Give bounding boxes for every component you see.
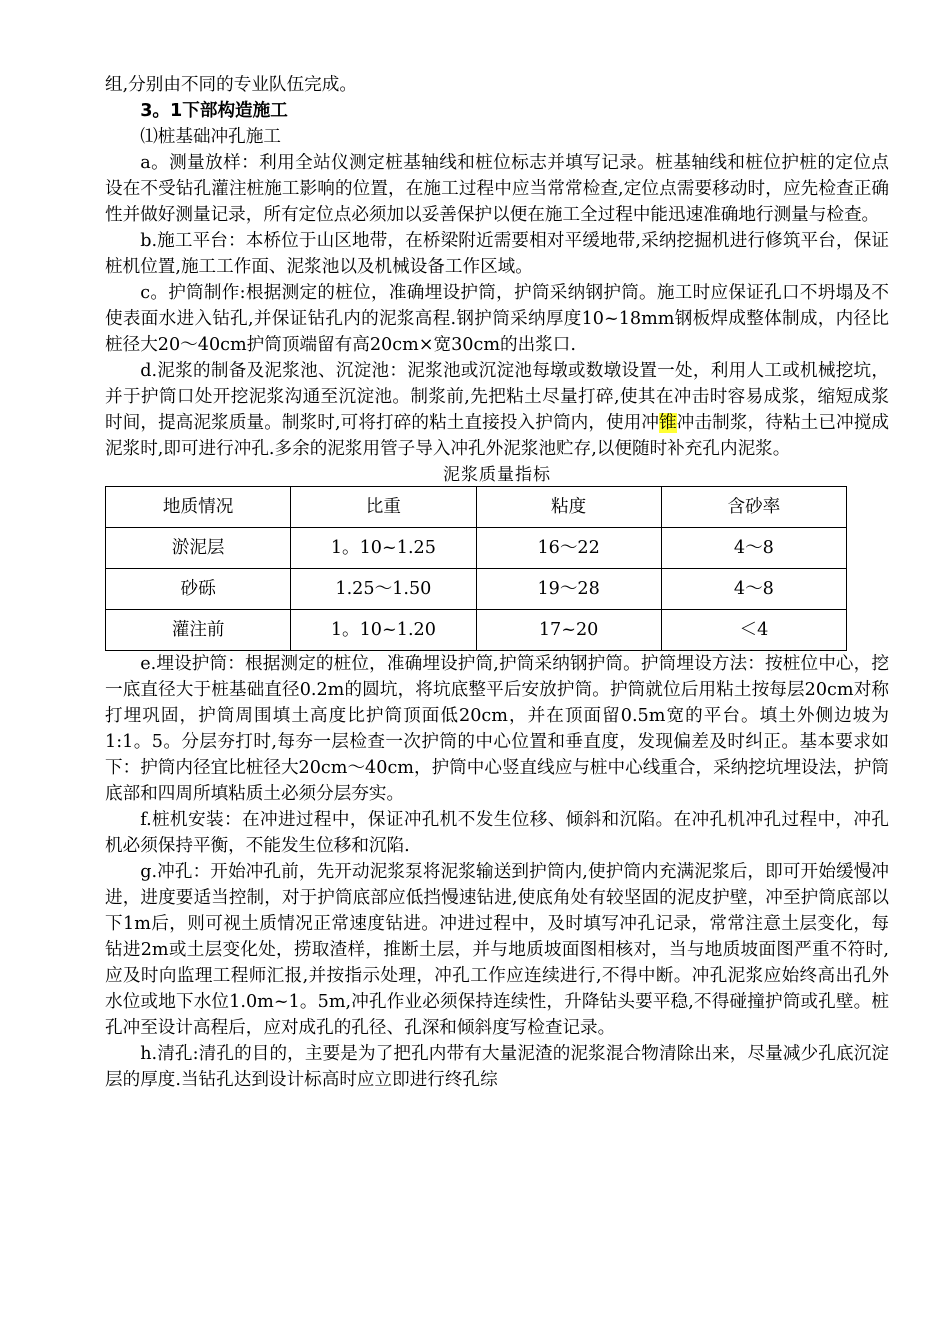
subsection-heading: ⑴桩基础冲孔施工 xyxy=(140,127,281,147)
paragraph-g: g.冲孔：开始冲孔前，先开动泥浆泵将泥浆输送到护筒内,使护筒内充满泥浆后，即可开始缓慢冲进，进度要适当控制，对于护筒底部应低挡慢速钻进,使底角处有较坚固的泥皮护壁，冲至护筒底部以下1m后，则可视土质情况正常速度钻进。冲进过程中，及时填写冲孔记录，常常注意土层变化，每钻进2m或土层变化处，捞取渣样，推断土层，并与地质坡面图相核对，当与地质坡面图严重不符时,应及时向监理工程师汇报,并按指示处理，冲孔工作应连续进行,不得中断。冲孔泥浆应始终高出孔外水位或地下水位1.0m~1。5m,冲孔作业必须保持连续性，升降钻头要平稳,不得碰撞护筒或孔壁。桩孔冲至设计高程后，应对成孔的孔径、孔深和倾斜度写检查记录。 xyxy=(105,862,889,1038)
paragraph-d xyxy=(105,358,889,462)
header-density: 比重 xyxy=(291,487,476,528)
table-caption: 泥浆质量指标 xyxy=(443,465,551,485)
header-geology: 地质情况 xyxy=(106,487,291,528)
table-cell: 1。10~1.20 xyxy=(291,610,476,651)
table-cell: 1.25～1.50 xyxy=(291,569,476,610)
paragraph-c: c。护筒制作:根据测定的桩位，准确埋设护筒，护筒采纳钢护筒。施工时应保证孔口不坍塌及不使表面水进入钻孔,并保证钻孔内的泥浆高程.钢护筒采纳厚度10~18mm钢板焊成整体制成，内径比桩径大20～40cm护筒顶端留有高20cm×宽30cm的出浆口. xyxy=(105,283,889,355)
paragraph-continuation: 组,分别由不同的专业队伍完成。 xyxy=(105,75,357,95)
paragraph-a: a。测量放样：利用全站仪测定桩基轴线和桩位标志并填写记录。桩基轴线和桩位护桩的定位点设在不受钻孔灌注桩施工影响的位置，在施工过程中应当常常检查,定位点需要移动时，应先检查正确性并做好测量记录，所有定位点必须加以妥善保护以便在施工全过程中能迅速准确地行测量与检查。 xyxy=(105,153,889,225)
paragraph-h: h.清孔:清孔的目的，主要是为了把孔内带有大量泥渣的泥浆混合物清除出来，尽量减少孔底沉淀层的厚度.当钻孔达到设计标高时应立即进行终孔综 xyxy=(105,1044,889,1090)
paragraph-d-text-1: d.泥浆的制备及泥浆池、沉淀池：泥浆池或沉淀池每墩或数墩设置一处，利用人工或机械挖坑，并于护筒口处开挖泥浆沟通至沉淀池。制浆前,先把粘土尽量打碎,使其在冲击时容易成浆，缩短成浆时间，提高泥浆质量。制浆时,可将打碎的粘土直接投入护筒内，使用冲 xyxy=(105,361,889,433)
paragraph-d-text-2: 冲击制浆，待粘土已冲搅成泥浆时,即可进行冲孔.多余的泥浆用管子导入冲孔外泥浆池贮存,以便随时补充孔内泥浆。 xyxy=(105,413,889,459)
header-viscosity: 粘度 xyxy=(476,487,661,528)
section-heading: 3。1下部构造施工 xyxy=(140,101,288,121)
mud-quality-table xyxy=(105,486,847,651)
table-row xyxy=(106,610,847,651)
paragraph-e: e.埋设护筒：根据测定的桩位，准确埋设护筒,护筒采纳钢护筒。护筒埋设方法：按桩位中心，挖一底直径大于桩基础直径0.2m的圆坑，将坑底整平后安放护筒。护筒就位后用粘土按每层20cm对称打埋巩固，护筒周围填土高度比护筒顶面低20cm，并在顶面留0.5m宽的平台。填土外侧边坡为1:1。5。分层夯打时,每夯一层检查一次护筒的中心位置和垂直度，发现偏差及时纠正。基本要求如下：护筒内径宜比桩径大20cm～40cm，护筒中心竖直线应与桩中心线重合，采纳挖坑埋设法，护筒底部和四周所填粘质土必须分层夯实。 xyxy=(105,654,890,804)
table-cell: 19～28 xyxy=(476,569,661,610)
table-cell: 砂砾 xyxy=(106,569,291,610)
paragraph-b: b.施工平台：本桥位于山区地带，在桥梁附近需要相对平缓地带,采纳挖掘机进行修筑平台，保证桩机位置,施工工作面、泥浆池以及机械设备工作区域。 xyxy=(105,231,889,277)
table-cell: ＜4 xyxy=(661,610,846,651)
paragraph-f: f.桩机安装：在冲进过程中，保证冲孔机不发生位移、倾斜和沉陷。在冲孔机冲孔过程中，冲孔机必须保持平衡，不能发生位移和沉陷. xyxy=(105,810,889,856)
table-cell: 4～8 xyxy=(661,528,846,569)
table-row xyxy=(106,569,847,610)
document-body xyxy=(105,72,889,1093)
highlighted-text: 锥 xyxy=(659,413,677,433)
table-cell: 1。10~1.25 xyxy=(291,528,476,569)
table-row xyxy=(106,528,847,569)
table-cell: 17~20 xyxy=(476,610,661,651)
table-cell: 4～8 xyxy=(661,569,846,610)
table-cell: 淤泥层 xyxy=(106,528,291,569)
table-header-row xyxy=(106,487,847,528)
table-cell: 16～22 xyxy=(476,528,661,569)
header-sand-content: 含砂率 xyxy=(661,487,846,528)
table-cell: 灌注前 xyxy=(106,610,291,651)
